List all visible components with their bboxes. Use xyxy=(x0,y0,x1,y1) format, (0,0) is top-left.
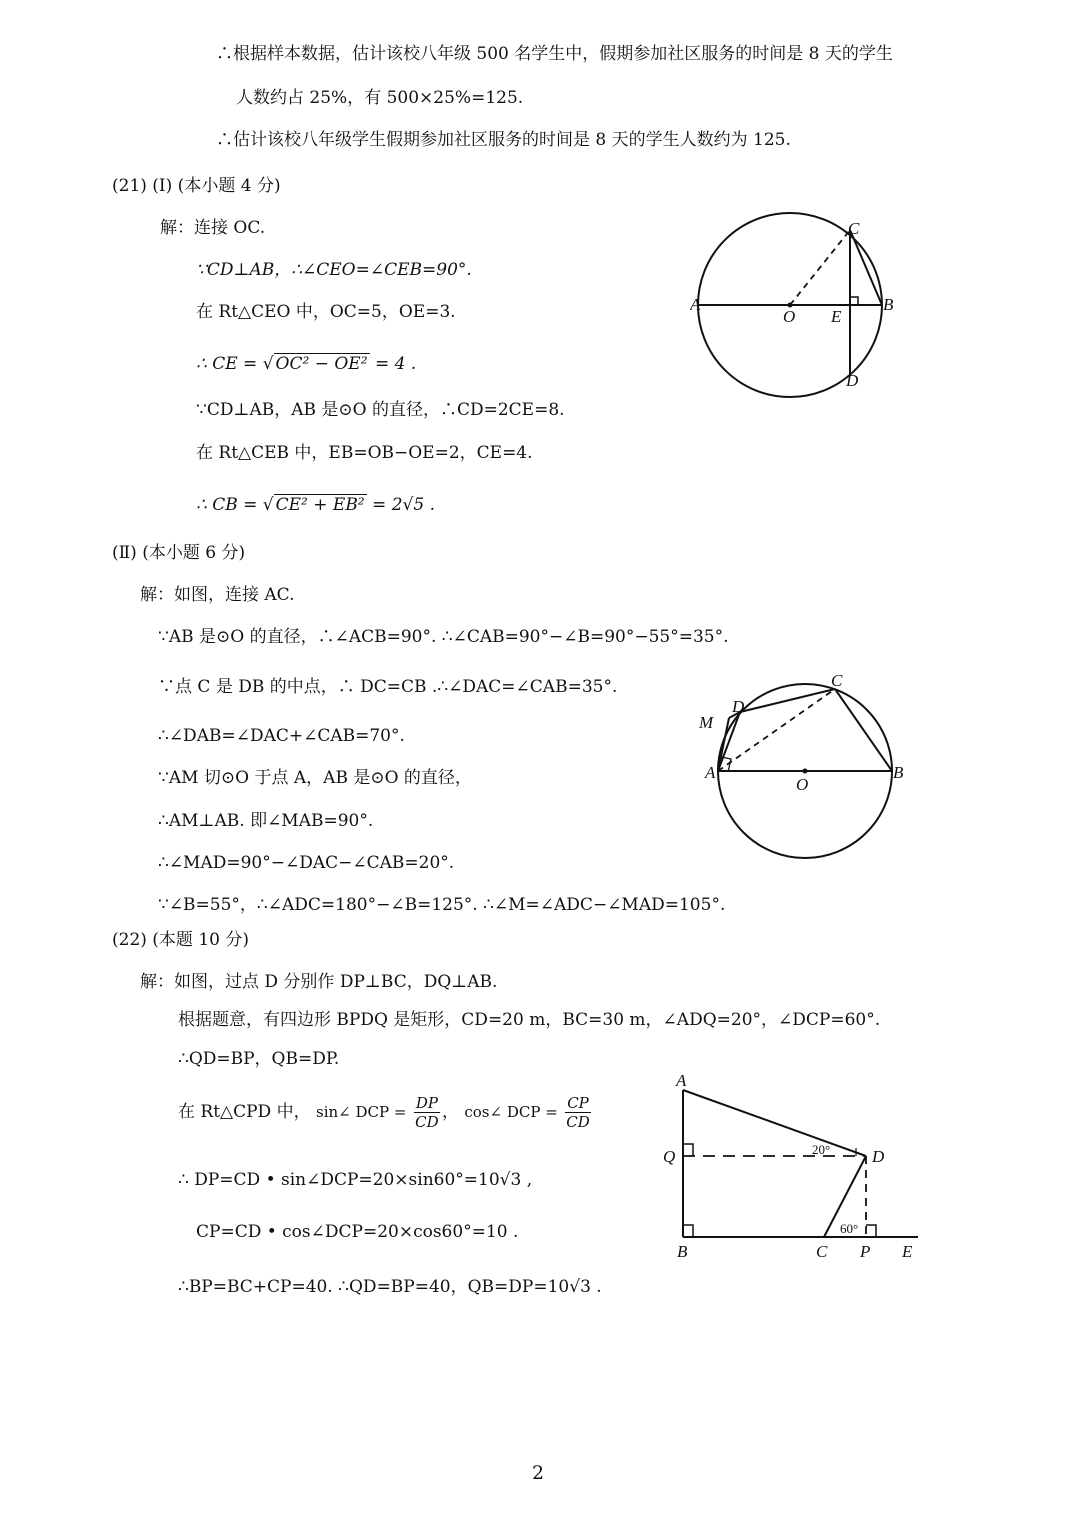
right-angle-p xyxy=(866,1225,876,1237)
q21-p1-line-5: ∵CD⊥AB，AB 是⊙O 的直径，∴CD=2CE=8. xyxy=(196,400,565,420)
label-e: E xyxy=(831,307,842,326)
comma: ， xyxy=(441,1102,459,1122)
label-d-2: D xyxy=(732,697,745,716)
cb-prefix: ∴ CB = xyxy=(196,495,258,515)
label-c-3: C xyxy=(816,1242,828,1261)
frac2-numerator: CP xyxy=(567,1094,589,1112)
q21-p1-line-1: 解：连接 OC. xyxy=(160,218,266,238)
q21-p2-line-6: ∴AM⊥AB. 即∠MAB=90°. xyxy=(158,811,374,831)
right-angle-b xyxy=(683,1225,693,1237)
label-d-3: D xyxy=(872,1147,885,1166)
cb-radical: √ CE² + EB² xyxy=(262,495,365,515)
q21-header: (21) (Ⅰ) (本小题 4 分) xyxy=(112,176,281,196)
label-angle-20: 20° xyxy=(812,1142,831,1157)
label-a-2: A xyxy=(705,763,716,782)
q22-line-6: CP=CD • cos∠DCP=20×cos60°=10 . xyxy=(196,1222,519,1242)
frac2-denominator: CD xyxy=(566,1113,590,1131)
segment-cb xyxy=(850,230,882,305)
label-a: A xyxy=(690,295,701,314)
frac1-numerator: DP xyxy=(415,1094,438,1112)
q21-p1-line-6: 在 Rt△CEB 中，EB=OB−OE=2，CE=4. xyxy=(196,443,533,463)
cb-radicand: CE² + EB² xyxy=(275,495,365,515)
label-c: C xyxy=(848,219,860,238)
q21-p1-line-7 xyxy=(196,493,435,517)
q22-line-4-prefix: 在 Rt△CPD 中， xyxy=(178,1102,311,1122)
label-o-2: O xyxy=(796,775,809,794)
segment-ad xyxy=(683,1090,866,1156)
sin-label: sin∠ DCP = xyxy=(316,1103,407,1121)
q21-header-2: (Ⅱ) (本小题 6 分) xyxy=(112,543,246,563)
fraction-cp-cd xyxy=(565,1094,591,1131)
cos-label: cos∠ DCP = xyxy=(464,1103,558,1121)
label-b-3: B xyxy=(677,1242,688,1261)
intro-line-2: 人数约占 25%，有 500×25%=125. xyxy=(236,88,524,108)
label-q: Q xyxy=(663,1147,676,1166)
fraction-dp-cd xyxy=(414,1094,440,1131)
label-b: B xyxy=(883,295,894,314)
intro-line-1: ∴根据样本数据，估计该校八年级 500 名学生中，假期参加社区服务的时间是 8 天的学生 xyxy=(216,44,893,64)
cb-result: = 2√5 . xyxy=(372,495,435,515)
ce-radicand: OC² − OE² xyxy=(275,354,368,374)
label-b-2: B xyxy=(893,763,904,782)
label-m: M xyxy=(699,713,714,732)
figure-circle-2 xyxy=(695,668,915,878)
q22-line-3: ∴QD=BP，QB=DP. xyxy=(178,1049,340,1069)
figure-circle-1 xyxy=(690,210,910,410)
q21-p1-line-4 xyxy=(196,352,416,376)
segment-oc xyxy=(790,230,850,305)
ce-radical: √ OC² − OE² xyxy=(262,354,368,374)
q21-p2-line-1: 解：如图，连接 AC. xyxy=(140,585,295,605)
q21-p2-line-3: ∵点 C 是 DB 的中点，∴ DC=CB .∴∠DAC=∠CAB=35°. xyxy=(158,677,618,697)
q21-p1-line-3: 在 Rt△CEO 中，OC=5，OE=3. xyxy=(196,302,456,322)
label-e-3: E xyxy=(902,1242,913,1261)
intro-line-3: ∴估计该校八年级学生假期参加社区服务的时间是 8 天的学生人数约为 125. xyxy=(216,130,791,150)
label-a-3: A xyxy=(676,1071,687,1090)
q21-p2-line-5: ∵AM 切⊙O 于点 A，AB 是⊙O 的直径， xyxy=(158,768,472,788)
ce-result: = 4 . xyxy=(374,354,417,374)
label-d: D xyxy=(846,371,859,390)
q22-header: (22) (本题 10 分) xyxy=(112,930,250,950)
q21-p1-line-2: ∵CD⊥AB，∴∠CEO=∠CEB=90°. xyxy=(196,260,472,280)
label-p: P xyxy=(860,1242,871,1261)
q22-line-2: 根据题意，有四边形 BPDQ 是矩形，CD=20 m，BC=30 m，∠ADQ=20°，∠DCP=60°. xyxy=(178,1010,881,1030)
frac1-denominator: CD xyxy=(415,1113,439,1131)
q21-p2-line-2: ∵AB 是⊙O 的直径，∴∠ACB=90°. ∴∠CAB=90°−∠B=90°−55°=35°. xyxy=(158,627,729,647)
right-angle-mark xyxy=(850,297,858,305)
label-o: O xyxy=(783,307,796,326)
figure-building xyxy=(660,1068,930,1268)
q22-line-1: 解：如图，过点 D 分别作 DP⊥BC，DQ⊥AB. xyxy=(140,972,498,992)
q22-line-4 xyxy=(178,1094,593,1131)
q22-line-5: ∴ DP=CD • sin∠DCP=20×sin60°=10√3 , xyxy=(178,1170,533,1190)
ce-prefix: ∴ CE = xyxy=(196,354,258,374)
center-dot-2 xyxy=(803,769,808,774)
page-number: 2 xyxy=(532,1462,545,1484)
right-angle-q xyxy=(683,1144,693,1156)
q21-p2-line-7: ∴∠MAD=90°−∠DAC−∠CAB=20°. xyxy=(158,853,455,873)
label-angle-60: 60° xyxy=(840,1221,859,1236)
q21-p2-line-8: ∵∠B=55°，∴∠ADC=180°−∠B=125°. ∴∠M=∠ADC−∠MAD=105°. xyxy=(158,895,726,915)
q22-line-7: ∴BP=BC+CP=40. ∴QD=BP=40，QB=DP=10√3 . xyxy=(178,1277,602,1297)
label-c-2: C xyxy=(831,671,843,690)
q21-p2-line-4: ∴∠DAB=∠DAC+∠CAB=70°. xyxy=(158,726,405,746)
segment-cb-2 xyxy=(835,689,892,771)
